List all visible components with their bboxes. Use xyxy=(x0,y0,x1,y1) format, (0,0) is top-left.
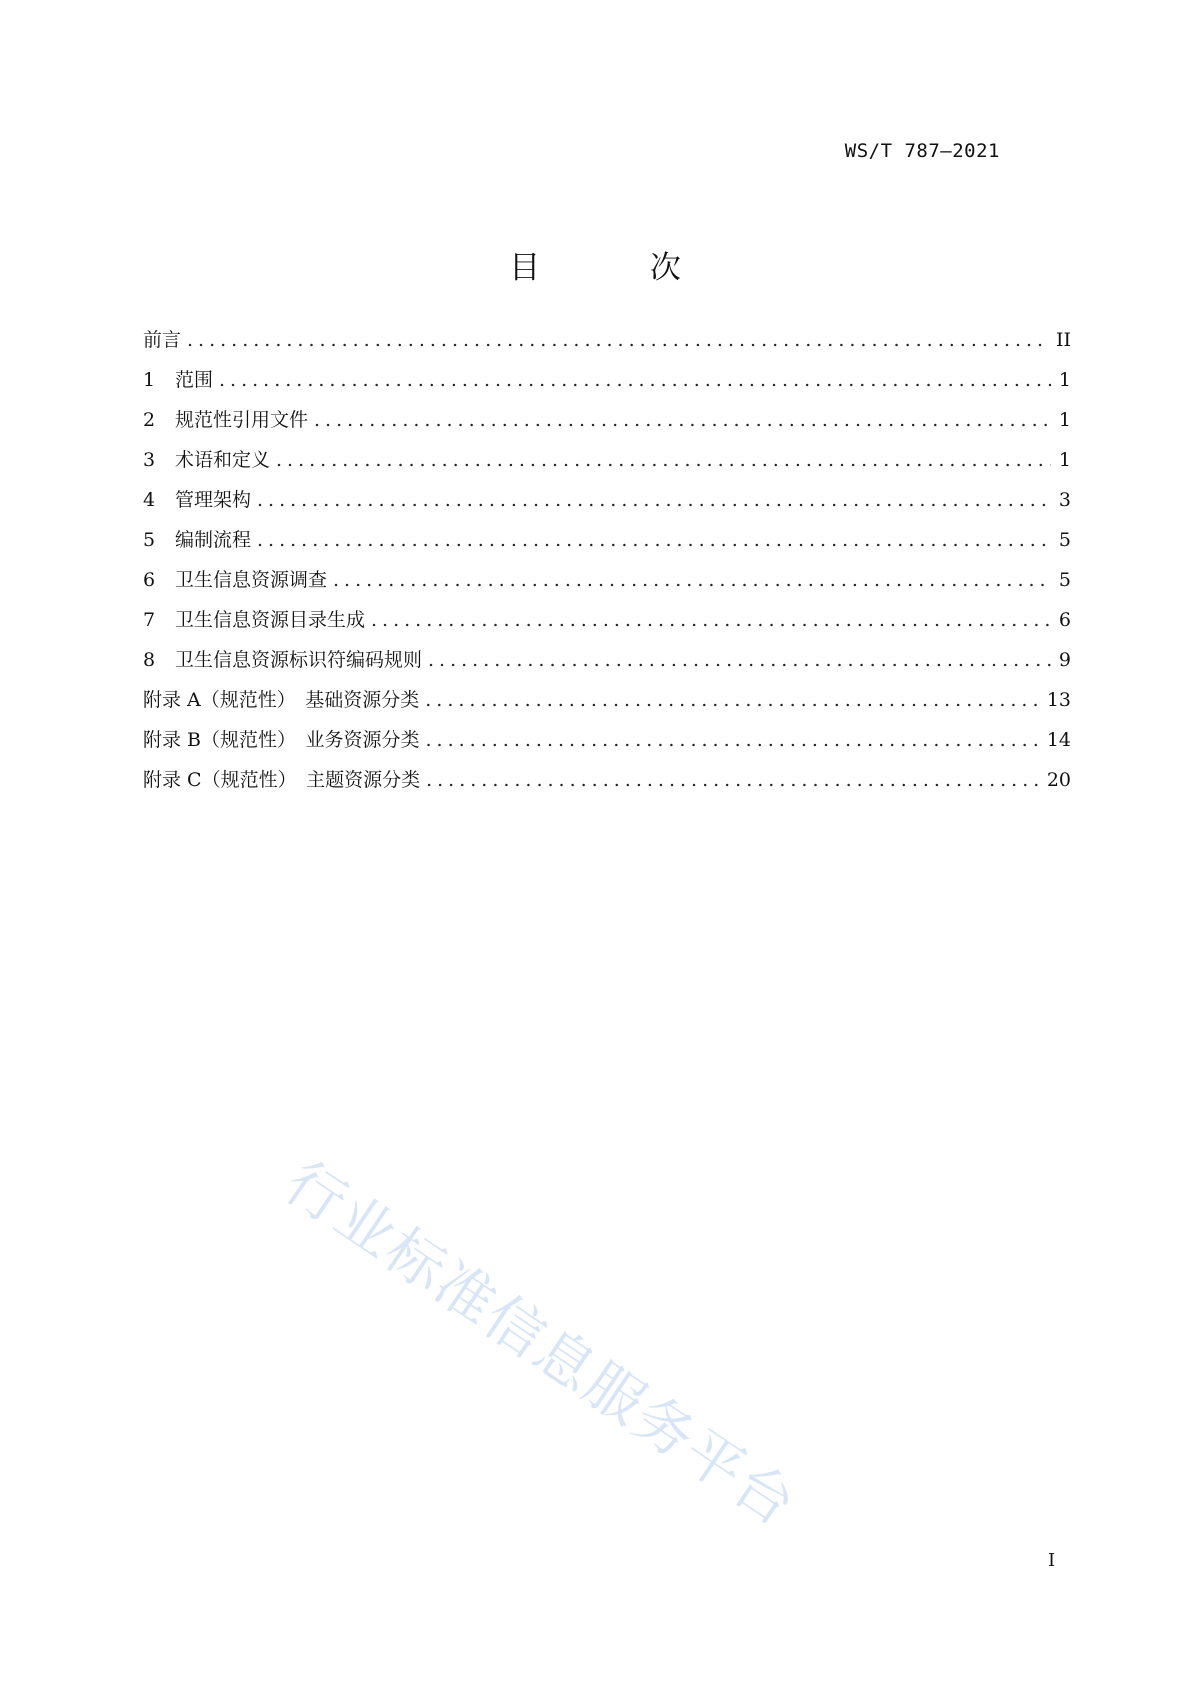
toc-entry-2[interactable] xyxy=(143,405,1071,445)
toc-leader xyxy=(333,569,1051,591)
toc-entry-appendix-b[interactable] xyxy=(143,725,1071,765)
toc-page-number: 20 xyxy=(1046,769,1071,791)
page-number: I xyxy=(1048,1550,1056,1571)
toc-label: 附录 B（规范性） 业务资源分类 xyxy=(143,729,420,751)
toc-leader xyxy=(219,369,1051,391)
toc-entry-foreword[interactable] xyxy=(143,325,1071,365)
toc-leader xyxy=(426,769,1041,791)
toc-label: 卫生信息资源调查 xyxy=(175,569,328,591)
toc-leader xyxy=(371,609,1051,631)
toc-leader xyxy=(276,449,1051,471)
toc-number: 7 xyxy=(143,609,156,631)
toc-page-number: II xyxy=(1055,329,1071,351)
toc-page-number: 3 xyxy=(1058,489,1071,511)
toc-page-number: 14 xyxy=(1046,729,1071,751)
toc-label: 编制流程 xyxy=(175,529,252,551)
toc-entry-4[interactable] xyxy=(143,485,1071,525)
toc-entry-8[interactable] xyxy=(143,645,1071,685)
toc-number: 8 xyxy=(143,649,156,671)
toc-label: 附录 A（规范性） 基础资源分类 xyxy=(143,689,420,711)
toc-page-number: 1 xyxy=(1058,449,1071,471)
toc-leader xyxy=(187,329,1050,351)
toc-label: 卫生信息资源标识符编码规则 xyxy=(175,649,423,671)
toc-page-number: 1 xyxy=(1058,369,1071,391)
toc-entry-1[interactable] xyxy=(143,365,1071,405)
toc-entry-6[interactable] xyxy=(143,565,1071,605)
toc-leader xyxy=(425,689,1041,711)
toc-number: 5 xyxy=(143,529,156,551)
toc-page-number: 6 xyxy=(1058,609,1071,631)
toc-entry-appendix-a[interactable] xyxy=(143,685,1071,725)
watermark: 行业标准信息服务平台 xyxy=(273,1147,809,1540)
toc-label: 管理架构 xyxy=(175,489,252,511)
toc-entry-appendix-c[interactable] xyxy=(143,765,1071,805)
standard-code: WS/T 787—2021 xyxy=(844,140,1000,162)
toc-page-number: 5 xyxy=(1058,569,1071,591)
table-of-contents xyxy=(143,325,1071,805)
toc-label: 范围 xyxy=(175,369,214,391)
toc-number: 1 xyxy=(143,369,156,391)
toc-label: 规范性引用文件 xyxy=(175,409,309,431)
toc-page-number: 5 xyxy=(1058,529,1071,551)
toc-leader xyxy=(257,489,1051,511)
toc-number: 2 xyxy=(143,409,156,431)
toc-label: 卫生信息资源目录生成 xyxy=(175,609,366,631)
toc-number: 6 xyxy=(143,569,156,591)
toc-label: 术语和定义 xyxy=(175,449,271,471)
toc-leader xyxy=(426,729,1041,751)
toc-leader xyxy=(428,649,1051,671)
toc-number: 3 xyxy=(143,449,156,471)
toc-entry-3[interactable] xyxy=(143,445,1071,485)
toc-page-number: 9 xyxy=(1058,649,1071,671)
toc-label: 附录 C（规范性） 主题资源分类 xyxy=(143,769,421,791)
toc-page-number: 13 xyxy=(1046,689,1071,711)
toc-number: 4 xyxy=(143,489,156,511)
toc-label: 前言 xyxy=(143,329,182,351)
toc-entry-5[interactable] xyxy=(143,525,1071,565)
page-title: 目 次 xyxy=(509,250,731,286)
toc-leader xyxy=(314,409,1051,431)
toc-entry-7[interactable] xyxy=(143,605,1071,645)
toc-page-number: 1 xyxy=(1058,409,1071,431)
toc-leader xyxy=(257,529,1051,551)
